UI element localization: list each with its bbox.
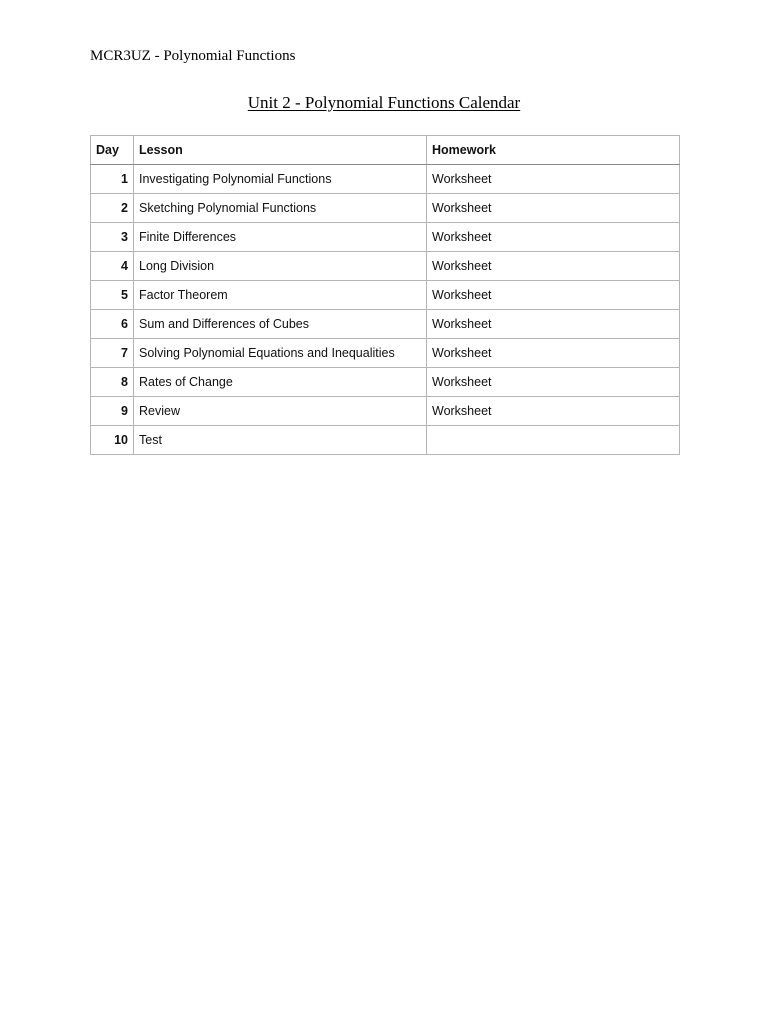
lesson-cell: Long Division (134, 252, 427, 281)
table-row (91, 339, 680, 368)
homework-cell: Worksheet (427, 252, 680, 281)
table-row (91, 252, 680, 281)
table-row (91, 426, 680, 455)
lesson-cell: Factor Theorem (134, 281, 427, 310)
column-header-lesson: Lesson (134, 136, 427, 165)
day-cell: 10 (91, 426, 134, 455)
homework-cell: Worksheet (427, 281, 680, 310)
page-title (0, 92, 768, 114)
lesson-cell: Investigating Polynomial Functions (134, 165, 427, 194)
lesson-cell: Finite Differences (134, 223, 427, 252)
lesson-cell: Review (134, 397, 427, 426)
homework-cell (427, 426, 680, 455)
day-cell: 1 (91, 165, 134, 194)
table-row (91, 368, 680, 397)
table-header-row (91, 136, 680, 165)
day-cell: 3 (91, 223, 134, 252)
table-row (91, 194, 680, 223)
column-header-homework: Homework (427, 136, 680, 165)
day-cell: 8 (91, 368, 134, 397)
table-row (91, 310, 680, 339)
column-header-day: Day (91, 136, 134, 165)
lesson-cell: Sum and Differences of Cubes (134, 310, 427, 339)
day-cell: 5 (91, 281, 134, 310)
day-cell: 6 (91, 310, 134, 339)
page-title-text: Unit 2 - Polynomial Functions Calendar (247, 93, 521, 112)
table-row (91, 223, 680, 252)
day-cell: 2 (91, 194, 134, 223)
homework-cell: Worksheet (427, 165, 680, 194)
homework-cell: Worksheet (427, 397, 680, 426)
day-cell: 7 (91, 339, 134, 368)
table-row (91, 281, 680, 310)
table-row (91, 397, 680, 426)
day-cell: 9 (91, 397, 134, 426)
homework-cell: Worksheet (427, 310, 680, 339)
homework-cell: Worksheet (427, 339, 680, 368)
homework-cell: Worksheet (427, 194, 680, 223)
calendar-table (90, 135, 680, 455)
lesson-cell: Rates of Change (134, 368, 427, 397)
homework-cell: Worksheet (427, 223, 680, 252)
course-header: MCR3UZ - Polynomial Functions (90, 48, 296, 64)
lesson-cell: Test (134, 426, 427, 455)
day-cell: 4 (91, 252, 134, 281)
lesson-cell: Solving Polynomial Equations and Inequalities (134, 339, 427, 368)
table-row (91, 165, 680, 194)
homework-cell: Worksheet (427, 368, 680, 397)
lesson-cell: Sketching Polynomial Functions (134, 194, 427, 223)
